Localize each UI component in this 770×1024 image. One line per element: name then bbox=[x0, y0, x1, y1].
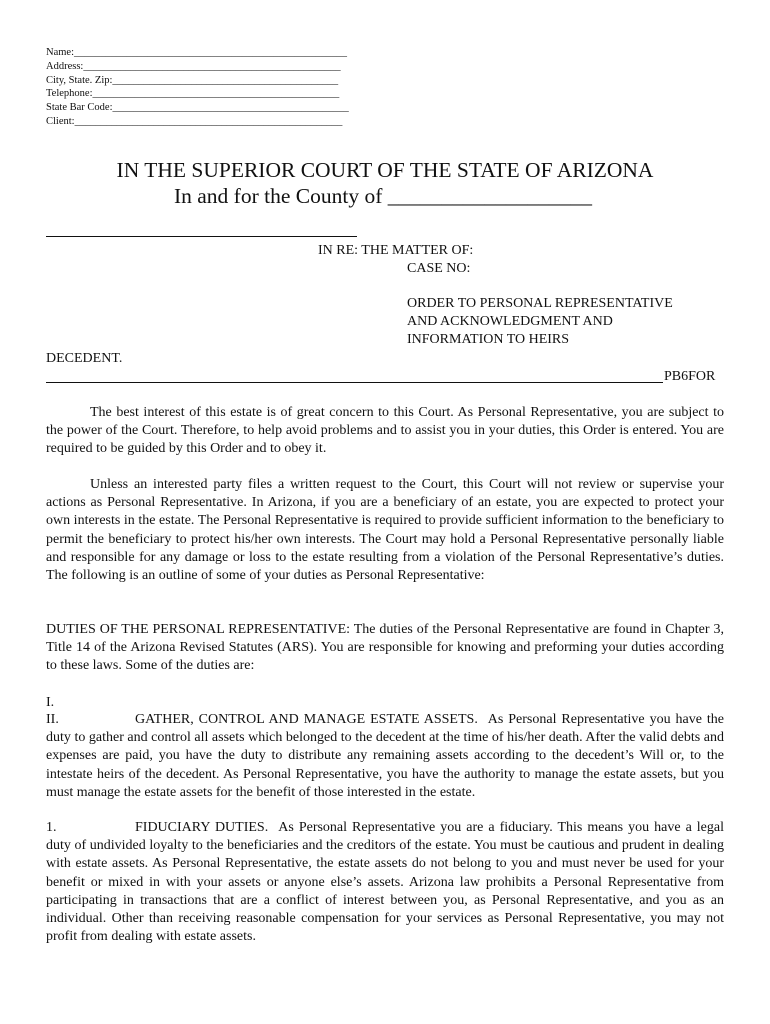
form-code: PB6FOR bbox=[664, 369, 716, 384]
intro-paragraph: The best interest of this estate is of great concern to this Court. As Personal Representative, you are subject to the power of the Court. Therefore, to help avoid problems and to assist you in your duties, this Order is entered. You are required to be guided by this Order and to obey it. bbox=[46, 405, 724, 457]
attorney-info-block bbox=[46, 46, 349, 129]
section-numeral-i: I. bbox=[46, 695, 55, 710]
document-title-line-3: INFORMATION TO HEIRS bbox=[407, 332, 570, 347]
name-field: Name:____________________________________________________ bbox=[46, 47, 347, 58]
city-state-zip-field: City, State. Zip:___________________________________________ bbox=[46, 74, 339, 86]
caption-bottom-rule bbox=[46, 382, 663, 383]
state-bar-code-field: State Bar Code:_____________________________________________ bbox=[46, 102, 349, 114]
section-heading-gather: GATHER, CONTROL AND MANAGE ESTATE ASSETS. bbox=[135, 712, 478, 727]
section-text-gather: As Personal Representative you have the duty to gather and control all assets which belonged to the decedent at the time of his/her death. After the valid debts and expenses are paid, you have the duty to distribute any remaining assets according to the decedent’s Will or, to the intestate heirs of the decedent. As Personal Representative, you have the authority to manage the estate assets, but you must manage the estate assets for the benefit of those interested in the estate. bbox=[46, 712, 725, 800]
caption-top-rule bbox=[46, 236, 357, 237]
case-no-label: CASE NO: bbox=[407, 261, 471, 276]
county-line: In and for the County of ___________________ bbox=[173, 184, 592, 208]
section-heading-fiduciary: FIDUCIARY DUTIES. bbox=[135, 820, 269, 835]
section-numeral-ii: II. bbox=[46, 712, 59, 727]
document-title-line-1: ORDER TO PERSONAL REPRESENTATIVE bbox=[407, 296, 673, 311]
document-title-line-2: AND ACKNOWLEDGMENT AND bbox=[407, 314, 613, 329]
supervision-paragraph: Unless an interested party files a written request to the Court, this Court will not review or supervise your actions as Personal Representative. In Arizona, if you are a beneficiary of an estate, you are expected to protect your own interests in the estate. The Personal Representative is required to provide sufficient information to the beneficiary to permit the beneficiary to protect his/her own interests. The Court may hold a Personal Representative personally liable and responsible for any damage or loss to the estate resulting from a violation of the Personal Representative’s duties. The following is an outline of some of your duties as Personal Representative: bbox=[46, 477, 724, 584]
court-title: IN THE SUPERIOR COURT OF THE STATE OF ARIZONA bbox=[116, 158, 654, 182]
address-field: Address:_________________________________________________ bbox=[46, 60, 341, 72]
client-field: Client:___________________________________________________ bbox=[46, 115, 343, 127]
section-numeral-1: 1. bbox=[46, 820, 57, 835]
section-fiduciary-duties bbox=[46, 819, 724, 946]
section-gather-assets bbox=[46, 711, 724, 802]
section-text-fiduciary: As Personal Representative you are a fiduciary. This means you have a legal duty of undivided loyalty to the beneficiaries and the creditors of the estate. You must be cautious and prudent in dealing with estate assets. As Personal Representative, the estate assets do not belong to you and must never be used for your benefit or mixed in with your assets or anyone else’s assets. Arizona law prohibits a Personal Representative from participating in transactions that are a conflict of interest between you, as Personal Representative, and you as an individual. Other than receiving reasonable compensation for your services as Personal Representative, you may not profit from dealing with estate assets. bbox=[46, 820, 724, 945]
in-re-label: IN RE: THE MATTER OF: bbox=[318, 243, 474, 258]
decedent-label: DECEDENT. bbox=[46, 351, 123, 366]
duties-intro-paragraph: DUTIES OF THE PERSONAL REPRESENTATIVE: The duties of the Personal Representative are found in Chapter 3, Title 14 of the Arizona Revised Statutes (ARS). You are responsible for knowing and preforming your duties according to these laws. Some of the duties are: bbox=[46, 622, 724, 674]
telephone-field: Telephone:_______________________________________________ bbox=[46, 88, 340, 100]
